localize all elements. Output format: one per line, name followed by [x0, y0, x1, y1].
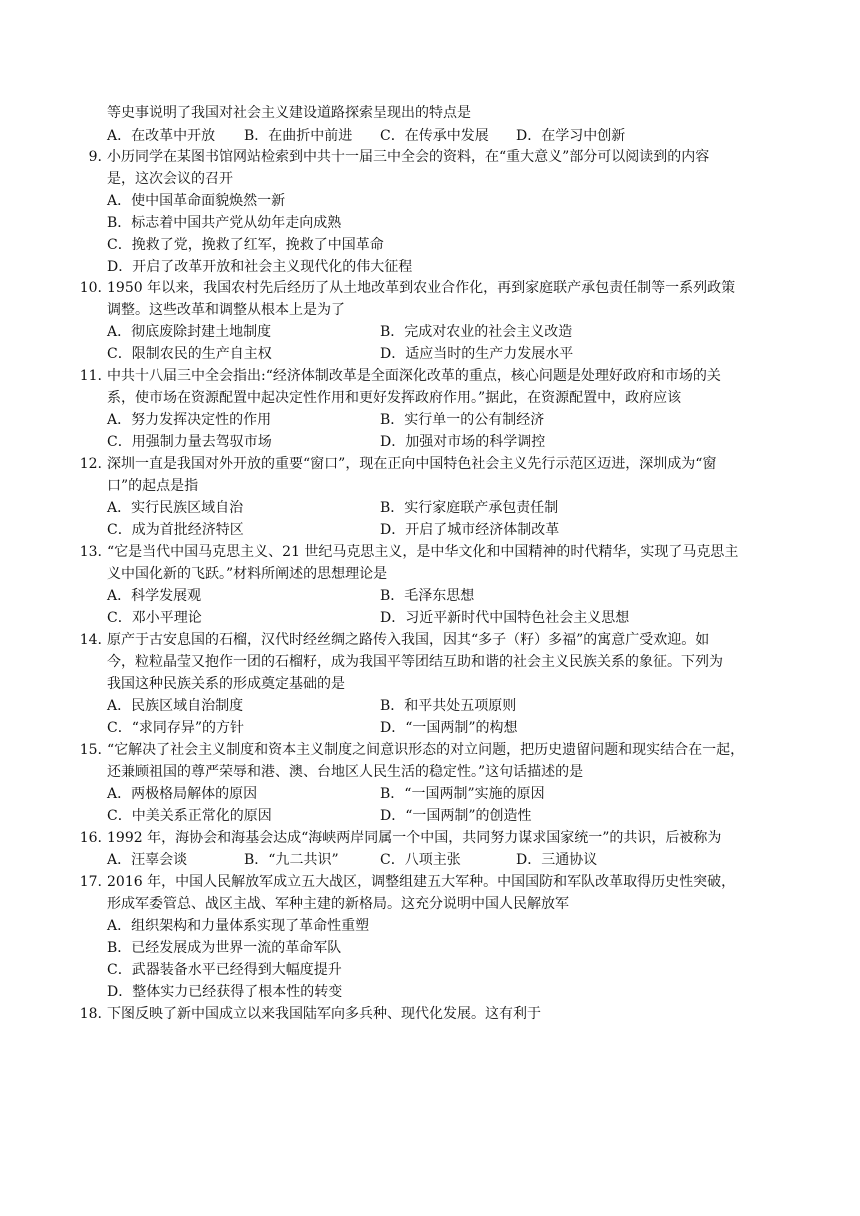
- question-17-option-a: A．组织架构和力量体系实现了革命性重塑: [107, 918, 370, 934]
- question-9-number: 9.: [88, 149, 102, 165]
- question-10-option-a: A．彻底废除封建土地制度: [107, 324, 272, 340]
- question-13-option-a: A．科学发展观: [107, 588, 202, 604]
- question-10-number: 10.: [79, 280, 102, 296]
- question-11-option-d: D．加强对市场的科学调控: [380, 434, 546, 450]
- question-13-stem-line-2: 义中国化新的飞跃。”材料所阐述的思想理论是: [107, 566, 388, 582]
- question-17-number: 17.: [79, 874, 102, 890]
- question-15-option-a: A．两极格局解体的原因: [107, 786, 258, 802]
- question-17-option-d: D．整体实力已经获得了根本性的转变: [107, 984, 343, 1000]
- question-16-option-b: B．“九二共识”: [244, 852, 339, 868]
- question-12-option-d: D．开启了城市经济体制改革: [380, 522, 560, 538]
- question-13-option-d: D．习近平新时代中国特色社会主义思想: [380, 610, 630, 626]
- question-17-stem-line-2: 形成军委管总、战区主战、军种主建的新格局。这充分说明中国人民解放军: [107, 896, 569, 912]
- question-16-option-c: C．八项主张: [380, 852, 461, 868]
- question-12-number: 12.: [79, 456, 102, 472]
- question-12-stem-line-1: 深圳一直是我国对外开放的重要“窗口”，现在正向中国特色社会主义先行示范区迈进，深圳成为“窗: [107, 456, 717, 472]
- question-14-option-a: A．民族区域自治制度: [107, 698, 244, 714]
- question-16-option-a: A．汪辜会谈: [107, 852, 188, 868]
- question-11-number: 11.: [79, 368, 102, 384]
- question-13-stem-line-1: “它是当代中国马克思主义、21 世纪马克思主义，是中华文化和中国精神的时代精华，实现了马克思主: [107, 544, 739, 560]
- question-15-option-b: B．“一国两制”实施的原因: [380, 786, 545, 802]
- question-8-option-a: A．在改革中开放: [107, 128, 216, 144]
- question-8-option-b: B．在曲折中前进: [244, 128, 353, 144]
- question-12-stem-line-2: 口”的起点是指: [107, 478, 199, 494]
- question-10-option-c: C．限制农民的生产自主权: [107, 346, 272, 362]
- question-9-option-d: D．开启了改革开放和社会主义现代化的伟大征程: [107, 259, 413, 275]
- question-14-option-c: C．“求同存异”的方针: [107, 720, 245, 736]
- question-8-option-c: C．在传承中发展: [380, 128, 489, 144]
- question-9-option-b: B．标志着中国共产党从幼年走向成熟: [107, 215, 342, 231]
- question-15-option-d: D．“一国两制”的创造性: [380, 808, 532, 824]
- question-14-option-d: D．“一国两制”的构想: [380, 720, 518, 736]
- question-12-option-a: A．实行民族区域自治: [107, 500, 244, 516]
- question-16-number: 16.: [79, 830, 102, 846]
- question-18-stem-line-1: 下图反映了新中国成立以来我国陆军向多兵种、现代化发展。这有利于: [107, 1006, 541, 1022]
- question-11-stem-line-2: 系，使市场在资源配置中起决定性作用和更好发挥政府作用。”据此，在资源配置中，政府应该: [107, 390, 682, 406]
- question-14-number: 14.: [79, 632, 102, 648]
- question-9-stem-line-2: 是，这次会议的召开: [107, 171, 233, 187]
- question-14-stem-line-1: 原产于古安息国的石榴，汉代时经丝绸之路传入我国，因其“多子（籽）多福”的寓意广受欢迎。如: [107, 632, 710, 648]
- question-12-option-b: B．实行家庭联产承包责任制: [380, 500, 559, 516]
- question-12-option-c: C．成为首批经济特区: [107, 522, 244, 538]
- question-10-stem-line-1: 1950 年以来，我国农村先后经历了从土地改革到农业合作化，再到家庭联产承包责任制等一系列政策: [107, 280, 736, 296]
- question-15-stem-line-2: 还兼顾祖国的尊严荣辱和港、澳、台地区人民生活的稳定性。”这句话描述的是: [107, 764, 584, 780]
- question-10-option-b: B．完成对农业的社会主义改造: [380, 324, 573, 340]
- question-14-stem-line-2: 今，粒粒晶莹又抱作一团的石榴籽，成为我国平等团结互助和谐的社会主义民族关系的象征。下列为: [107, 654, 723, 670]
- question-17-option-b: B．已经发展成为世界一流的革命军队: [107, 940, 342, 956]
- question-17-option-c: C．武器装备水平已经得到大幅度提升: [107, 962, 342, 978]
- question-16-option-d: D．三通协议: [516, 852, 598, 868]
- question-11-option-a: A．努力发挥决定性的作用: [107, 412, 272, 428]
- question-11-option-b: B．实行单一的公有制经济: [380, 412, 545, 428]
- question-18-number: 18.: [79, 1006, 102, 1022]
- question-9-stem-line-1: 小历同学在某图书馆网站检索到中共十一届三中全会的资料，在“重大意义”部分可以阅读到的内容: [107, 149, 710, 165]
- question-13-option-c: C．邓小平理论: [107, 610, 202, 626]
- question-16-stem-line-1: 1992 年，海协会和海基会达成“海峡两岸同属一个中国，共同努力谋求国家统一”的共识，后被称为: [107, 830, 722, 846]
- question-14-stem-line-3: 我国这种民族关系的形成奠定基础的是: [107, 676, 345, 692]
- question-17-stem-line-1: 2016 年，中国人民解放军成立五大战区，调整组建五大军种。中国国防和军队改革取得历史性突破，: [107, 874, 736, 890]
- question-13-option-b: B．毛泽东思想: [380, 588, 475, 604]
- question-11-stem-line-1: 中共十八届三中全会指出:“经济体制改革是全面深化改革的重点，核心问题是处理好政府和市场的关: [107, 368, 721, 384]
- question-10-option-d: D．适应当时的生产力发展水平: [380, 346, 574, 362]
- question-10-stem-line-2: 调整。这些改革和调整从根本上是为了: [107, 302, 345, 318]
- question-9-option-c: C．挽救了党，挽救了红军，挽救了中国革命: [107, 237, 384, 253]
- question-15-number: 15.: [79, 742, 102, 758]
- question-8-stem-tail: 等史事说明了我国对社会主义建设道路探索呈现出的特点是: [107, 105, 471, 121]
- question-9-option-a: A．使中国革命面貌焕然一新: [107, 193, 286, 209]
- question-8-option-d: D．在学习中创新: [516, 128, 626, 144]
- question-13-number: 13.: [79, 544, 102, 560]
- question-11-option-c: C．用强制力量去驾驭市场: [107, 434, 272, 450]
- question-14-option-b: B．和平共处五项原则: [380, 698, 517, 714]
- question-15-option-c: C．中美关系正常化的原因: [107, 808, 272, 824]
- question-15-stem-line-1: “它解决了社会主义制度和资本主义制度之间意识形态的对立问题，把历史遗留问题和现实结合在一起，: [107, 742, 745, 758]
